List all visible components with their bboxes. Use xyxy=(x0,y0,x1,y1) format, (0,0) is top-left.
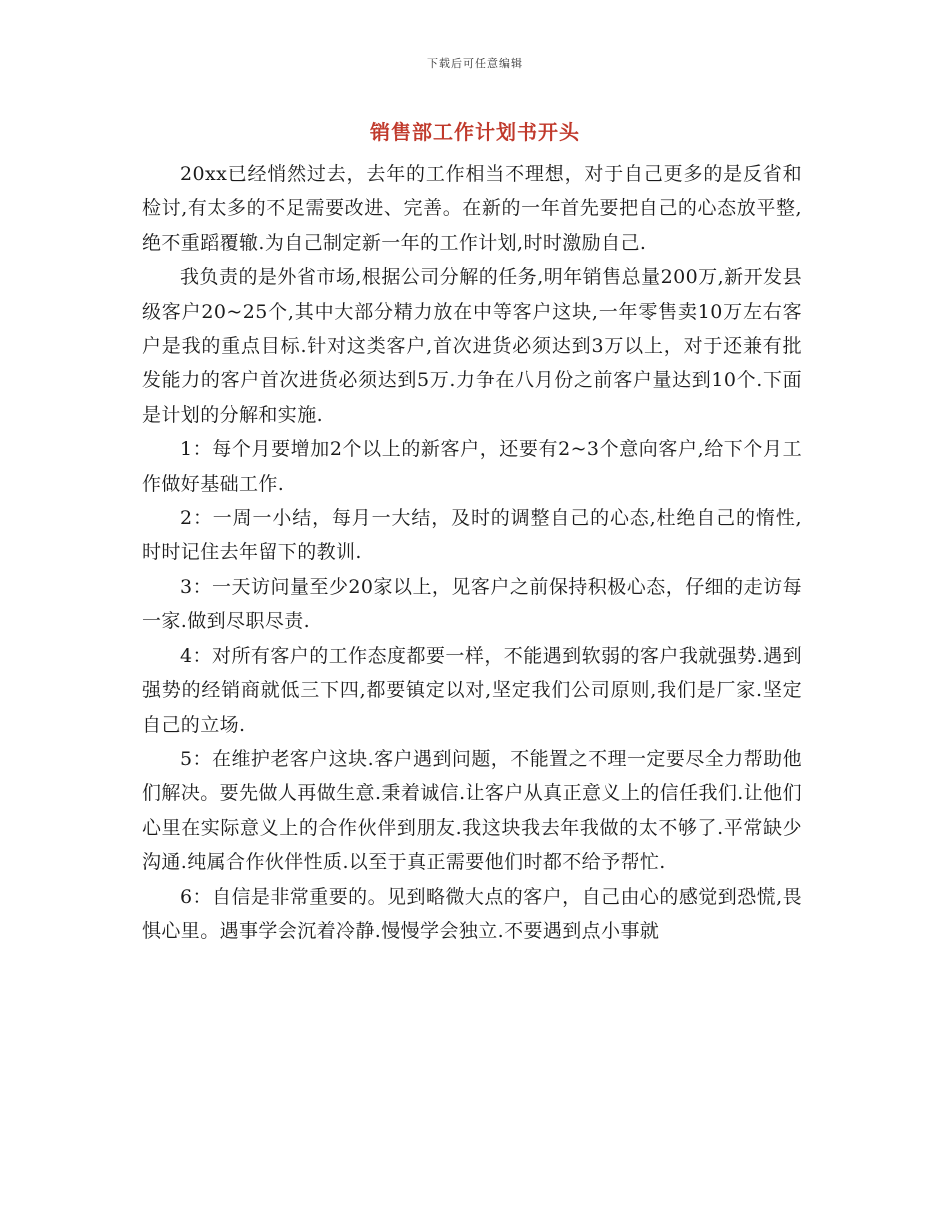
paragraph-item-5: 5：在维护老客户这块.客户遇到问题，不能置之不理一定要尽全力帮助他们解决。要先做人再做生意.秉着诚信.让客户从真正意义上的信任我们.让他们心里在实际意义上的合作伙伴到朋友.我这块我去年我做的太不够了.平常缺少沟通.纯属合作伙伴性质.以至于真正需要他们时都不给予帮忙. xyxy=(142,747,802,874)
paragraph-item-2: 2：一周一小结，每月一大结，及时的调整自己的心态,杜绝自己的惰性,时时记住去年留下的教训. xyxy=(142,507,802,564)
paragraph-item-3: 3：一天访问量至少20家以上，见客户之前保持积极心态，仔细的走访每一家.做到尽职尽责. xyxy=(142,575,802,633)
paragraph-item-4: 4：对所有客户的工作态度都要一样，不能遇到软弱的客户我就强势.遇到强势的经销商就低三下四,都要镇定以对,坚定我们公司原则,我们是厂家.坚定自己的立场. xyxy=(142,644,802,736)
paragraph-item-1: 1：每个月要增加2个以上的新客户，还要有2~3个意向客户,给下个月工作做好基础工作. xyxy=(142,438,802,495)
header-note: 下载后可任意编辑 xyxy=(427,57,523,70)
paragraph-market: 我负责的是外省市场,根据公司分解的任务,明年销售总量200万,新开发县级客户20~25个,其中大部分精力放在中等客户这块,一年零售卖10万左右客户是我的重点目标.针对这类客户,首次进货必须达到3万以上，对于还兼有批发能力的客户首次进货必须达到5万.力争在八月份之前客户量达到10个.下面是计划的分解和实施. xyxy=(142,266,802,426)
paragraph-item-6: 6：自信是非常重要的。见到略微大点的客户，自己由心的感觉到恐慌,畏惧心里。遇事学会沉着冷静.慢慢学会独立.不要遇到点小事就 xyxy=(142,885,802,942)
paragraph-intro: 20xx已经悄然过去，去年的工作相当不理想，对于自己更多的是反省和检讨,有太多的不足需要改进、完善。在新的一年首先要把自己的心态放平整,绝不重蹈覆辙.为自己制定新一年的工作计划,时时激励自己. xyxy=(142,163,802,254)
document-title: 销售部工作计划书开头 xyxy=(370,120,580,144)
document-body xyxy=(142,157,802,948)
